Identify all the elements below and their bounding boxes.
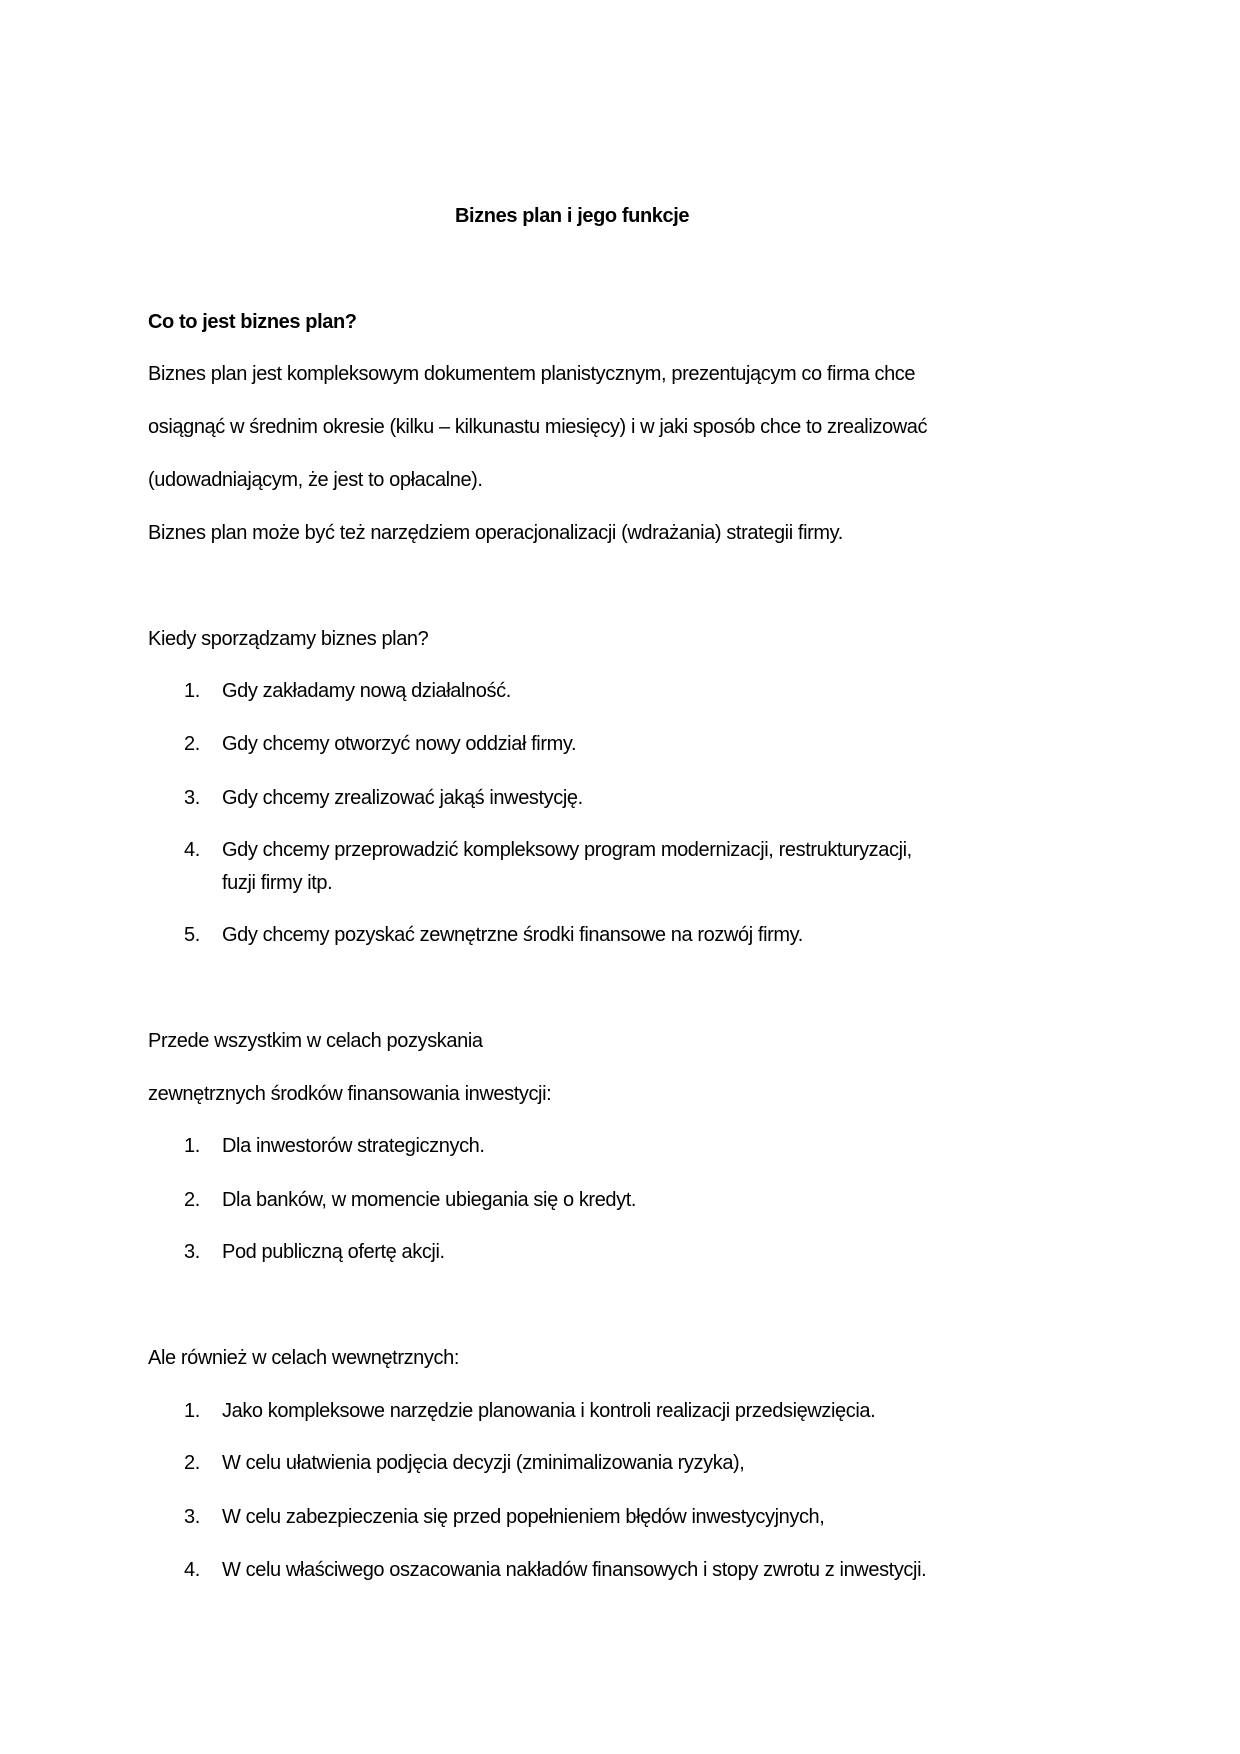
paragraph-line: Biznes plan jest kompleksowym dokumentem planistycznym, prezentującym co firma chce [148, 363, 916, 385]
list-number: 2. [184, 1452, 200, 1474]
section-heading: Ale również w celach wewnętrznych: [148, 1347, 459, 1369]
list-text: Gdy chcemy zrealizować jakąś inwestycję. [222, 787, 583, 809]
list-number: 5. [184, 924, 200, 946]
list-text: Jako kompleksowe narzędzie planowania i kontroli realizacji przedsięwzięcia. [222, 1400, 876, 1422]
list-text: Gdy zakładamy nową działalność. [222, 680, 511, 702]
paragraph-line: (udowadniającym, że jest to opłacalne). [148, 469, 483, 491]
list-number: 2. [184, 1189, 200, 1211]
section-heading: Przede wszystkim w celach pozyskania [148, 1030, 483, 1052]
list-text: Gdy chcemy pozyskać zewnętrzne środki finansowe na rozwój firmy. [222, 924, 803, 946]
section-heading: Kiedy sporządzamy biznes plan? [148, 628, 429, 650]
section-heading: Co to jest biznes plan? [148, 311, 357, 333]
list-number: 1. [184, 1400, 200, 1422]
list-text: Gdy chcemy otworzyć nowy oddział firmy. [222, 733, 577, 755]
list-number: 1. [184, 1135, 200, 1157]
list-text: fuzji firmy itp. [222, 872, 333, 894]
list-text: Pod publiczną ofertę akcji. [222, 1241, 445, 1263]
list-number: 1. [184, 680, 200, 702]
list-text: W celu ułatwienia podjęcia decyzji (zminimalizowania ryzyka), [222, 1452, 745, 1474]
list-number: 3. [184, 1241, 200, 1263]
section-heading: zewnętrznych środków finansowania inwestycji: [148, 1083, 552, 1105]
list-number: 3. [184, 1506, 200, 1528]
paragraph-line: osiągnąć w średnim okresie (kilku – kilkunastu miesięcy) i w jaki sposób chce to zrealizować [148, 416, 928, 438]
list-text: Dla banków, w momencie ubiegania się o kredyt. [222, 1189, 637, 1211]
list-text: Dla inwestorów strategicznych. [222, 1135, 485, 1157]
list-text: W celu właściwego oszacowania nakładów finansowych i stopy zwrotu z inwestycji. [222, 1559, 927, 1581]
document-title: Biznes plan i jego funkcje [455, 205, 690, 227]
list-number: 4. [184, 1559, 200, 1581]
paragraph-line: Biznes plan może być też narzędziem operacjonalizacji (wdrażania) strategii firmy. [148, 522, 843, 544]
list-text: Gdy chcemy przeprowadzić kompleksowy program modernizacji, restrukturyzacji, [222, 839, 912, 861]
list-text: W celu zabezpieczenia się przed popełnieniem błędów inwestycyjnych, [222, 1506, 825, 1528]
list-number: 4. [184, 839, 200, 861]
list-number: 3. [184, 787, 200, 809]
list-number: 2. [184, 733, 200, 755]
